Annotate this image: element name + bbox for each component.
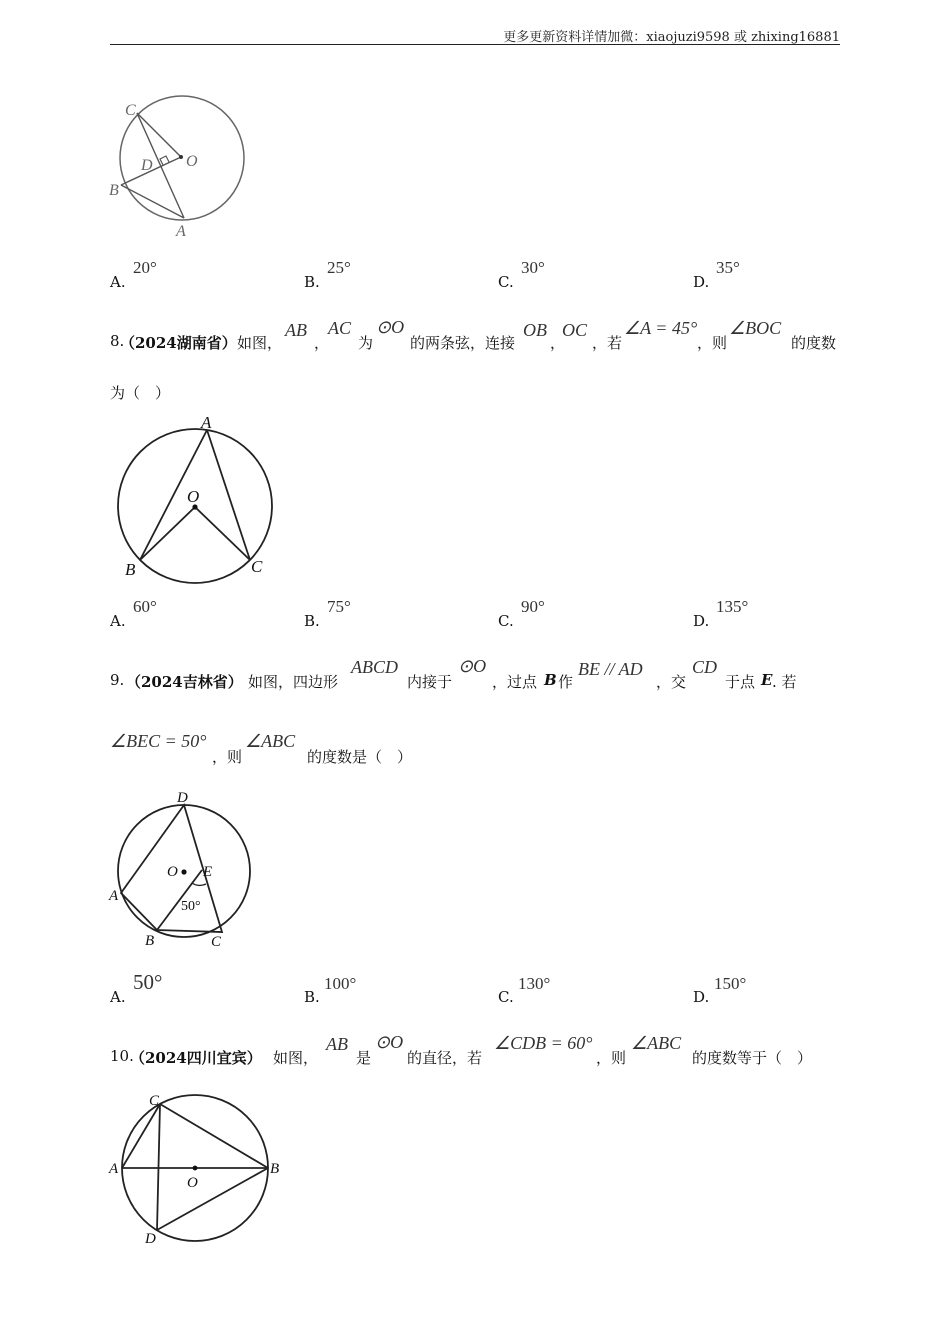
q10-text-2: 是	[356, 1049, 372, 1067]
q8-text-3: 的两条弦，连接	[410, 334, 516, 352]
q9-text-3: ，过点	[492, 673, 538, 691]
q8-sep-1: ，	[314, 334, 330, 352]
q7-label-b: B	[109, 182, 119, 199]
q8-math-ob: OB	[523, 320, 547, 340]
q9-math-ask: ∠ABC	[245, 731, 296, 751]
q9-text-2: 内接于	[407, 673, 453, 691]
q8-line-2: 为（ ）	[110, 384, 171, 402]
q10-source: （2024四川宜宾）	[130, 1049, 262, 1067]
q10-text-5: 的度数等于（ ）	[692, 1049, 813, 1067]
q9-number: 9.	[110, 671, 125, 689]
q8-option-a-letter: A.	[110, 612, 126, 630]
q9-option-d-letter: D.	[693, 988, 710, 1006]
q7-option-b-letter: B.	[304, 273, 320, 291]
q8-math-ac: AC	[328, 318, 352, 338]
q9-math-parallel: BE // AD	[578, 659, 643, 679]
q9-option-d-value: 150°	[714, 974, 747, 993]
q8-text-5: ，则	[697, 334, 728, 352]
q7-label-a: A	[176, 223, 186, 240]
q7-option-d-letter: D.	[693, 273, 710, 291]
q9-text-1: 如图，四边形	[248, 673, 339, 691]
q8-math-ask: ∠BOC	[729, 318, 782, 338]
q9-label-d: D	[177, 790, 188, 806]
q8-math-ab: AB	[285, 320, 307, 340]
q9-label-o: O	[167, 864, 178, 880]
q10-label-d: D	[145, 1231, 156, 1247]
q7-figure	[105, 95, 255, 240]
q9-math-cd: CD	[692, 657, 718, 677]
q10-math-condition: ∠CDB = 60°	[494, 1033, 593, 1053]
q7-label-d: D	[141, 157, 153, 174]
q9-label-e: E	[203, 864, 213, 880]
q7-center-dot	[179, 155, 183, 159]
q8-source: （2024湖南省）	[120, 334, 237, 352]
q7-segment-co	[137, 113, 181, 157]
q10-text-1: 如图，	[273, 1049, 319, 1067]
q10-label-o: O	[187, 1175, 198, 1191]
q8-option-d-letter: D.	[693, 612, 710, 630]
q7-option-a-value: 20°	[133, 258, 157, 277]
q9-label-angle: 50°	[181, 899, 201, 914]
q8-text-1: 如图，	[237, 334, 283, 352]
q7-option-a-letter: A.	[110, 273, 126, 291]
q9-option-b-letter: B.	[304, 988, 320, 1006]
q10-figure	[105, 1085, 290, 1250]
q8-option-d-value: 135°	[716, 597, 749, 616]
q7-label-o: O	[186, 153, 198, 170]
q10-label-a: A	[109, 1161, 119, 1177]
q10-math-ab: AB	[326, 1034, 348, 1054]
q9-label-b: B	[145, 933, 155, 949]
q9-point-b: B	[544, 671, 557, 689]
q10-label-c: C	[149, 1093, 160, 1109]
q9-text-5: ，交	[656, 673, 687, 691]
q9-label-c: C	[211, 934, 222, 950]
q9-math-condition: ∠BEC = 50°	[110, 731, 207, 751]
q8-text-6: 的度数	[791, 334, 837, 352]
q8-label-a: A	[201, 413, 212, 432]
q7-label-c: C	[125, 102, 136, 119]
q9-point-e: E	[761, 671, 773, 689]
q9-figure	[105, 785, 260, 950]
q9-option-c-letter: C.	[498, 988, 514, 1006]
q9-text-8: ，则	[212, 748, 243, 766]
q8-option-c-value: 90°	[521, 597, 545, 616]
q8-segment-ob	[140, 507, 195, 560]
q8-label-b: B	[125, 560, 136, 579]
q10-chord-cd	[157, 1104, 160, 1230]
q8-math-oc: OC	[562, 320, 588, 340]
q8-label-o: O	[187, 487, 200, 506]
q8-math-circle: ⊙O	[376, 317, 405, 337]
q9-text-4: 作	[558, 673, 574, 691]
q8-sep-2: ，	[550, 334, 566, 352]
q9-center-dot	[181, 869, 186, 874]
q8-text-4: ，若	[592, 334, 623, 352]
q8-label-c: C	[251, 557, 263, 576]
q9-text-6: 于点	[725, 673, 756, 691]
q9-option-b-value: 100°	[324, 974, 357, 993]
q8-text-2: 为	[358, 334, 374, 352]
q10-text-3: 的直径，若	[407, 1049, 483, 1067]
q7-option-c-letter: C.	[498, 273, 514, 291]
q8-math-condition: ∠A = 45°	[624, 318, 698, 338]
q9-option-a-letter: A.	[110, 988, 126, 1006]
q9-text-9: 的度数是（ ）	[307, 748, 413, 766]
q9-text-7: . 若	[772, 673, 797, 691]
q10-math-circle: ⊙O	[375, 1032, 404, 1052]
q7-option-c-value: 30°	[521, 258, 545, 277]
q9-angle-arc	[192, 883, 206, 885]
q8-option-c-letter: C.	[498, 612, 514, 630]
page-header: 更多更新资料详情加微：xiaojuzi9598 或 zhixing16881	[503, 30, 840, 45]
q10-chord-cb	[160, 1104, 268, 1168]
q7-option-d-value: 35°	[716, 258, 740, 277]
q10-chord-ca	[122, 1104, 160, 1168]
q10-math-ask: ∠ABC	[631, 1033, 682, 1053]
q9-math-circle: ⊙O	[458, 656, 487, 676]
q9-source: （2024吉林省）	[126, 673, 243, 691]
q9-math-abcd: ABCD	[351, 657, 398, 677]
q8-figure	[110, 410, 285, 585]
q8-option-b-letter: B.	[304, 612, 320, 630]
q10-chord-db	[157, 1168, 268, 1230]
q10-center-dot	[193, 1166, 198, 1171]
q8-option-b-value: 75°	[327, 597, 351, 616]
q9-label-a: A	[109, 888, 119, 904]
q9-option-c-value: 130°	[518, 974, 551, 993]
header-rule	[110, 44, 840, 45]
q9-option-a-value: 50°	[133, 970, 163, 994]
q10-text-4: ，则	[596, 1049, 627, 1067]
q8-number: 8.	[110, 332, 125, 350]
q7-option-b-value: 25°	[327, 258, 351, 277]
q8-option-a-value: 60°	[133, 597, 157, 616]
q10-label-b: B	[270, 1161, 280, 1177]
q10-number: 10.	[110, 1047, 134, 1065]
